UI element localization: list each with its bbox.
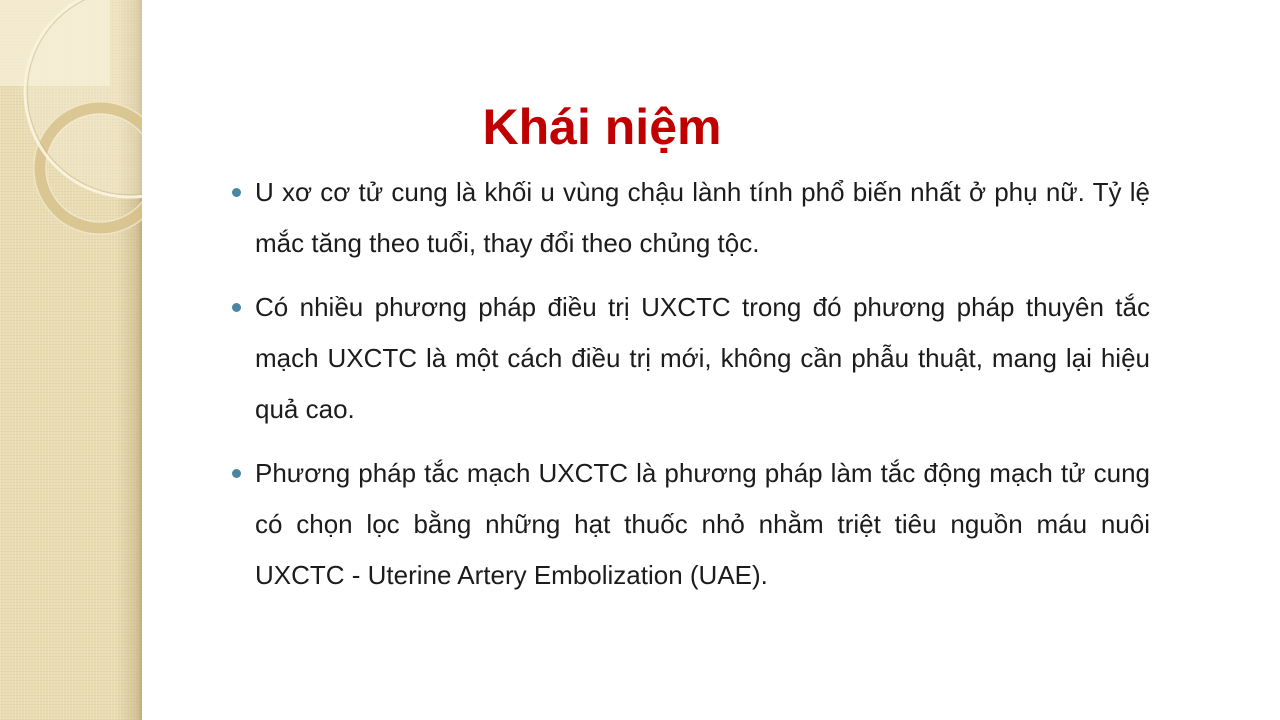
bullet-item-1 [232, 167, 1150, 269]
slide-title: Khái niệm [482, 98, 722, 155]
bullet-dot-icon [232, 303, 241, 312]
bullet-dot-icon [232, 188, 241, 197]
bullet-item-2 [232, 282, 1150, 435]
bullet-text-2: Có nhiều phương pháp điều trị UXCTC trong đó phương pháp thuyên tắc mạch UXCTC là một cách điều trị mới, không cần phẫu thuật, mang lại hiệu quả cao. [255, 292, 1150, 424]
bullet-text-1: U xơ cơ tử cung là khối u vùng chậu lành tính phổ biến nhất ở phụ nữ. Tỷ lệ mắc tăng theo tuổi, thay đổi theo chủng tộc. [255, 177, 1150, 258]
slide-body [232, 167, 1150, 601]
decorative-circles-graphic [0, 0, 142, 720]
bullet-dot-icon [232, 469, 241, 478]
slide-theme-sidebar [0, 0, 142, 720]
bullet-item-3 [232, 448, 1150, 601]
bullet-text-3: Phương pháp tắc mạch UXCTC là phương pháp làm tắc động mạch tử cung có chọn lọc bằng những hạt thuốc nhỏ nhằm triệt tiêu nguồn máu nuôi UXCTC - Uterine Artery Embolization (UAE). [255, 458, 1150, 590]
